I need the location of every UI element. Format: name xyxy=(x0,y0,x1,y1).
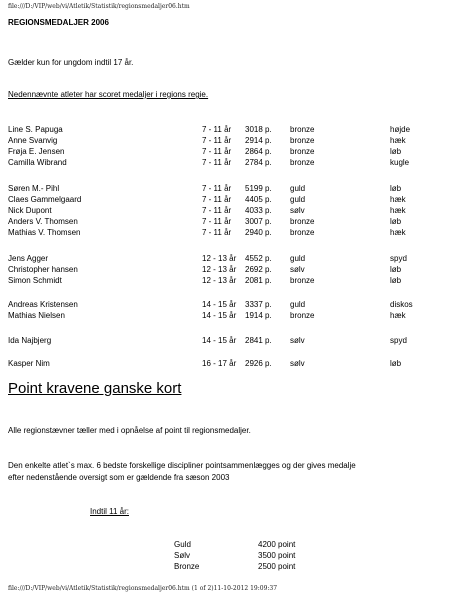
intro-text: Nedennævnte atleter har scoret medaljer i regions regie. xyxy=(8,90,209,99)
limit-medal: Guld xyxy=(174,540,191,549)
athlete-points: 2914 p. xyxy=(245,136,272,145)
athlete-age: 7 - 11 år xyxy=(202,125,232,134)
athlete-medal: guld xyxy=(290,254,306,263)
athlete-age: 7 - 11 år xyxy=(202,158,232,167)
athlete-discipline: højde xyxy=(390,125,411,134)
athlete-name: Mathias V. Thomsen xyxy=(8,228,81,237)
athlete-discipline: løb xyxy=(390,276,402,285)
athlete-points: 3007 p. xyxy=(245,217,272,226)
athlete-medal: sølv xyxy=(290,336,305,345)
limit-row xyxy=(0,540,464,551)
athlete-points: 2864 p. xyxy=(245,147,272,156)
athlete-age: 12 - 13 år xyxy=(202,276,237,285)
athlete-age: 7 - 11 år xyxy=(202,184,232,193)
limit-points: 3500 point xyxy=(258,551,296,560)
section-heading: Point kravene ganske kort xyxy=(8,380,182,397)
athlete-age: 12 - 13 år xyxy=(202,254,237,263)
athlete-name: Claes Gammelgaard xyxy=(8,195,82,204)
rules-paragraph: Alle regionstævner tæller med i opnåelse af point til regionsmedaljer. xyxy=(8,426,251,435)
athlete-name: Line S. Papuga xyxy=(8,125,63,134)
athlete-discipline: kugle xyxy=(390,158,410,167)
limit-points: 4200 point xyxy=(258,540,296,549)
page-title: REGIONSMEDALJER 2006 xyxy=(8,18,109,27)
athlete-points: 2784 p. xyxy=(245,158,272,167)
athlete-age: 14 - 15 år xyxy=(202,311,237,320)
limits-heading: Indtil 11 år: xyxy=(90,507,129,516)
athlete-age: 7 - 11 år xyxy=(202,217,232,226)
age-note: Gælder kun for ungdom indtil 17 år. xyxy=(8,58,134,67)
athlete-name: Andreas Kristensen xyxy=(8,300,78,309)
athlete-name: Camilla Wibrand xyxy=(8,158,67,167)
limit-points: 2500 point xyxy=(258,562,296,571)
athlete-name: Christopher hansen xyxy=(8,265,78,274)
athlete-discipline: hæk xyxy=(390,228,406,237)
limit-medal: Sølv xyxy=(174,551,190,560)
athlete-discipline: hæk xyxy=(390,206,406,215)
athlete-name: Anders V. Thomsen xyxy=(8,217,78,226)
athlete-age: 7 - 11 år xyxy=(202,147,232,156)
browser-print-header: file:///D:/VIP/web/vi/Atletik/Statistik/regionsmedaljer06.htm xyxy=(8,3,190,10)
athlete-age: 14 - 15 år xyxy=(202,336,237,345)
browser-print-footer: file:///D:/VIP/web/vi/Atletik/Statistik/regionsmedaljer06.htm (1 of 2)11-10-2012 19:09:37 xyxy=(8,585,278,592)
athlete-discipline: spyd xyxy=(390,336,407,345)
athlete-points: 2692 p. xyxy=(245,265,272,274)
athlete-medal: sølv xyxy=(290,359,305,368)
athlete-name: Ida Najbjerg xyxy=(8,336,52,345)
athlete-age: 7 - 11 år xyxy=(202,195,232,204)
athlete-name: Søren M.- Pihl xyxy=(8,184,60,193)
athlete-points: 2081 p. xyxy=(245,276,272,285)
athlete-age: 7 - 11 år xyxy=(202,206,232,215)
athlete-medal: sølv xyxy=(290,206,305,215)
athlete-medal: bronze xyxy=(290,147,315,156)
rules-paragraph-line: Den enkelte atlet`s max. 6 bedste forskellige discipliner pointsammenlægges og der gives medalje xyxy=(8,461,356,470)
athlete-medal: sølv xyxy=(290,265,305,274)
athlete-discipline: diskos xyxy=(390,300,413,309)
athlete-discipline: hæk xyxy=(390,311,406,320)
athlete-points: 4033 p. xyxy=(245,206,272,215)
athlete-points: 1914 p. xyxy=(245,311,272,320)
athlete-discipline: løb xyxy=(390,265,402,274)
athlete-discipline: løb xyxy=(390,184,402,193)
athlete-age: 16 - 17 år xyxy=(202,359,237,368)
athlete-points: 4552 p. xyxy=(245,254,272,263)
athlete-medal: guld xyxy=(290,184,306,193)
athlete-discipline: spyd xyxy=(390,254,407,263)
athlete-points: 2926 p. xyxy=(245,359,272,368)
athlete-medal: bronze xyxy=(290,136,315,145)
athlete-name: Frøja E. Jensen xyxy=(8,147,65,156)
athlete-points: 2940 p. xyxy=(245,228,272,237)
athlete-name: Anne Svanvig xyxy=(8,136,58,145)
rules-paragraph-line: efter nedenstående oversigt som er gældende fra sæson 2003 xyxy=(8,473,230,482)
athlete-discipline: løb xyxy=(390,217,402,226)
athlete-medal: guld xyxy=(290,300,306,309)
athlete-name: Nick Dupont xyxy=(8,206,52,215)
limit-row xyxy=(0,562,464,573)
athlete-medal: bronze xyxy=(290,311,315,320)
limit-medal: Bronze xyxy=(174,562,200,571)
limit-row xyxy=(0,551,464,562)
athlete-points: 4405 p. xyxy=(245,195,272,204)
athlete-name: Mathias Nielsen xyxy=(8,311,65,320)
athlete-medal: guld xyxy=(290,195,306,204)
athlete-discipline: løb xyxy=(390,147,402,156)
athlete-name: Simon Schmidt xyxy=(8,276,62,285)
athlete-age: 7 - 11 år xyxy=(202,228,232,237)
athlete-medal: bronze xyxy=(290,125,315,134)
athlete-discipline: hæk xyxy=(390,195,406,204)
athlete-medal: bronze xyxy=(290,228,315,237)
athlete-medal: bronze xyxy=(290,158,315,167)
athlete-age: 14 - 15 år xyxy=(202,300,237,309)
athlete-medal: bronze xyxy=(290,217,315,226)
athlete-points: 5199 p. xyxy=(245,184,272,193)
athlete-points: 3018 p. xyxy=(245,125,272,134)
athlete-age: 7 - 11 år xyxy=(202,136,232,145)
athlete-medal: bronze xyxy=(290,276,315,285)
athlete-name: Jens Agger xyxy=(8,254,49,263)
athlete-age: 12 - 13 år xyxy=(202,265,237,274)
athlete-name: Kasper Nim xyxy=(8,359,50,368)
athlete-discipline: hæk xyxy=(390,136,406,145)
athlete-discipline: løb xyxy=(390,359,402,368)
athlete-points: 2841 p. xyxy=(245,336,272,345)
athlete-points: 3337 p. xyxy=(245,300,272,309)
